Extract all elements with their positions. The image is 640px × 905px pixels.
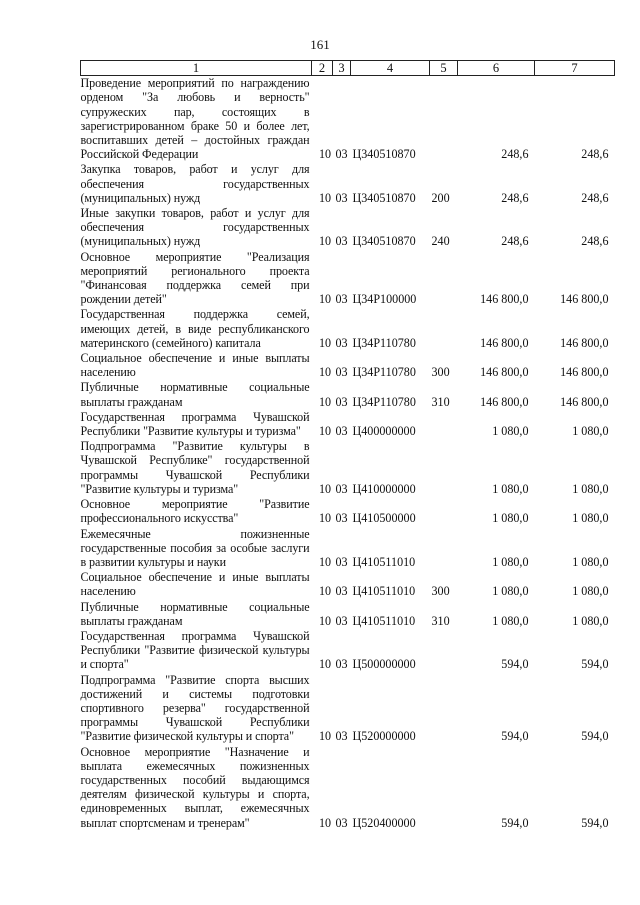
row-amount-year1: 594,0 [501, 657, 529, 672]
row-name: Государственная программа Чувашской Республики "Развитие физической культуры и спорта" [80, 628, 310, 672]
row-amount-year2: 1 080,0 [572, 424, 609, 439]
row-expense-type [430, 307, 458, 351]
row-expense-type: 240 [431, 234, 450, 249]
row-expense-type [430, 527, 458, 571]
row-name: Социальное обеспечение и иные выплаты населению [80, 351, 310, 380]
row-expense-type [430, 745, 458, 831]
table-row [81, 250, 615, 308]
row-expense-type: 300 [431, 584, 450, 599]
row-target-article: Ц400000000 [352, 424, 416, 439]
row-amount-year2: 1 080,0 [572, 584, 609, 599]
row-target-article: Ц520000000 [352, 729, 416, 744]
row-section: 10 [318, 554, 332, 569]
row-target-article: Ц340510870 [352, 190, 416, 205]
row-subsection: 03 [335, 511, 348, 526]
row-target-article: Ц410000000 [352, 481, 416, 496]
row-amount-year1: 248,6 [501, 147, 529, 162]
row-name: Основное мероприятие "Реализация мероприятий регионального проекта "Финансовая поддержка семей при рождении детей" [80, 249, 310, 307]
row-amount-year1: 1 080,0 [492, 481, 529, 496]
row-subsection: 03 [335, 584, 348, 599]
table-body [81, 76, 615, 831]
row-expense-type: 310 [431, 394, 450, 409]
table-row [81, 673, 615, 745]
table-row [81, 497, 615, 526]
row-target-article: Ц34Р110780 [352, 365, 416, 380]
row-name: Государственная поддержка семей, имеющих детей, в виде республиканского материнского (семейного) капитала [80, 307, 310, 350]
row-subsection: 03 [335, 147, 348, 162]
row-target-article: Ц34Р110780 [352, 394, 416, 409]
row-subsection: 03 [335, 815, 348, 830]
table-row [81, 76, 615, 163]
row-amount-year1: 1 080,0 [492, 554, 529, 569]
row-expense-type: 200 [431, 190, 450, 205]
row-name: Закупка товаров, работ и услуг для обеспечения государственных (муниципальных) нужд [80, 162, 310, 205]
row-amount-year2: 1 080,0 [572, 511, 609, 526]
row-target-article: Ц34Р110780 [352, 335, 416, 350]
row-target-article: Ц340510870 [352, 147, 416, 162]
row-amount-year2: 1 080,0 [572, 554, 609, 569]
row-section: 10 [318, 584, 332, 599]
table-row [81, 745, 615, 831]
row-expense-type: 300 [431, 365, 450, 380]
row-section: 10 [318, 147, 332, 162]
row-amount-year1: 146 800,0 [480, 335, 529, 350]
row-name: Публичные нормативные социальные выплаты гражданам [80, 599, 310, 628]
row-section: 10 [318, 613, 332, 628]
row-amount-year2: 146 800,0 [560, 394, 609, 409]
row-name: Ежемесячные пожизненные государственные пособия за особые заслуги в развитии культуры и науки [80, 526, 310, 569]
table-row [81, 527, 615, 571]
row-amount-year1: 1 080,0 [492, 511, 529, 526]
row-target-article: Ц340510870 [352, 234, 416, 249]
row-name: Основное мероприятие "Развитие профессионального искусства" [80, 497, 310, 526]
table-row [81, 162, 615, 206]
row-name: Основное мероприятие "Назначение и выплата ежемесячных пожизненных государственных пособий выдающимся деятелям физической культуры и спорта, единовременных выплат, ежемесячных выплат спортсменам и тренерам" [80, 744, 310, 830]
row-target-article: Ц34Р100000 [352, 292, 417, 307]
row-amount-year1: 1 080,0 [492, 613, 529, 628]
table-row [81, 351, 615, 380]
row-amount-year2: 248,6 [581, 147, 609, 162]
row-subsection: 03 [335, 365, 348, 380]
row-target-article: Ц500000000 [352, 657, 416, 672]
table-row [81, 570, 615, 599]
row-amount-year2: 146 800,0 [560, 365, 609, 380]
row-amount-year2: 146 800,0 [560, 292, 609, 307]
row-amount-year2: 248,6 [581, 190, 609, 205]
row-target-article: Ц410511010 [352, 613, 416, 628]
row-section: 10 [318, 481, 332, 496]
header-row [81, 61, 615, 76]
row-amount-year1: 1 080,0 [492, 584, 529, 599]
column-header-2: 2 [312, 61, 333, 76]
column-header-4: 4 [351, 61, 430, 76]
row-subsection: 03 [335, 613, 348, 628]
column-header-3: 3 [333, 61, 351, 76]
row-section: 10 [318, 234, 332, 249]
column-header-1: 1 [81, 61, 312, 76]
row-subsection: 03 [335, 424, 348, 439]
row-amount-year2: 1 080,0 [572, 481, 609, 496]
row-section: 10 [318, 657, 332, 672]
row-amount-year2: 594,0 [581, 815, 609, 830]
row-name: Социальное обеспечение и иные выплаты населению [80, 570, 310, 599]
row-expense-type [430, 250, 458, 308]
table-row [81, 439, 615, 497]
row-target-article: Ц410511010 [352, 554, 416, 569]
row-name: Подпрограмма "Развитие культуры в Чувашской Республике" государственной программы Чувашской Республики "Развитие культуры и туризма" [80, 439, 310, 496]
row-expense-type [430, 410, 458, 439]
row-amount-year1: 248,6 [501, 234, 529, 249]
row-amount-year1: 1 080,0 [492, 424, 529, 439]
row-subsection: 03 [335, 335, 348, 350]
row-subsection: 03 [335, 190, 348, 205]
table-row [81, 629, 615, 673]
row-section: 10 [318, 511, 332, 526]
row-amount-year1: 594,0 [501, 815, 529, 830]
row-section: 10 [318, 335, 332, 350]
row-section: 10 [318, 424, 332, 439]
page-number: 161 [310, 37, 330, 52]
budget-table [80, 60, 615, 831]
column-header-6: 6 [458, 61, 535, 76]
row-section: 10 [318, 729, 332, 744]
row-target-article: Ц520400000 [352, 815, 416, 830]
row-section: 10 [318, 292, 332, 307]
row-name: Проведение мероприятий по награждению орденом "За любовь и верность" супружеских пар, состоящих в зарегистрированном браке 50 и более лет, воспитавших детей – достойных граждан Российской Федерации [80, 76, 310, 162]
row-amount-year2: 594,0 [581, 657, 609, 672]
row-section: 10 [318, 190, 332, 205]
row-amount-year2: 594,0 [581, 729, 609, 744]
row-amount-year2: 1 080,0 [572, 613, 609, 628]
row-target-article: Ц410500000 [352, 511, 416, 526]
row-amount-year1: 146 800,0 [480, 365, 529, 380]
row-name: Государственная программа Чувашской Республики "Развитие культуры и туризма" [80, 409, 310, 439]
row-name: Публичные нормативные социальные выплаты гражданам [80, 380, 310, 409]
row-expense-type [430, 629, 458, 673]
row-target-article: Ц410511010 [352, 584, 416, 599]
table-row [81, 410, 615, 439]
row-subsection: 03 [335, 292, 348, 307]
row-section: 10 [318, 394, 332, 409]
row-name: Иные закупки товаров, работ и услуг для обеспечения государственных (муниципальных) нужд [80, 206, 310, 249]
row-name: Подпрограмма "Развитие спорта высших достижений и системы подготовки спортивного резерва" государственной программы Чувашской Республики "Развитие физической культуры и спорта" [80, 672, 310, 744]
row-amount-year1: 146 800,0 [480, 394, 529, 409]
row-expense-type: 310 [431, 613, 450, 628]
row-expense-type [430, 497, 458, 526]
row-subsection: 03 [335, 657, 348, 672]
row-section: 10 [318, 365, 332, 380]
row-subsection: 03 [335, 554, 348, 569]
row-expense-type [430, 439, 458, 497]
column-header-7: 7 [535, 61, 615, 76]
row-amount-year1: 146 800,0 [480, 292, 529, 307]
row-amount-year2: 146 800,0 [560, 335, 609, 350]
row-subsection: 03 [335, 234, 348, 249]
row-amount-year1: 248,6 [501, 190, 529, 205]
table-row [81, 380, 615, 409]
row-subsection: 03 [335, 481, 348, 496]
table-row [81, 206, 615, 250]
row-expense-type [430, 76, 458, 163]
row-amount-year2: 248,6 [581, 234, 609, 249]
row-section: 10 [318, 815, 332, 830]
table-row [81, 307, 615, 351]
table-row [81, 600, 615, 629]
column-header-5: 5 [430, 61, 458, 76]
row-expense-type [430, 673, 458, 745]
row-subsection: 03 [335, 729, 348, 744]
row-amount-year1: 594,0 [501, 729, 529, 744]
row-subsection: 03 [335, 394, 348, 409]
